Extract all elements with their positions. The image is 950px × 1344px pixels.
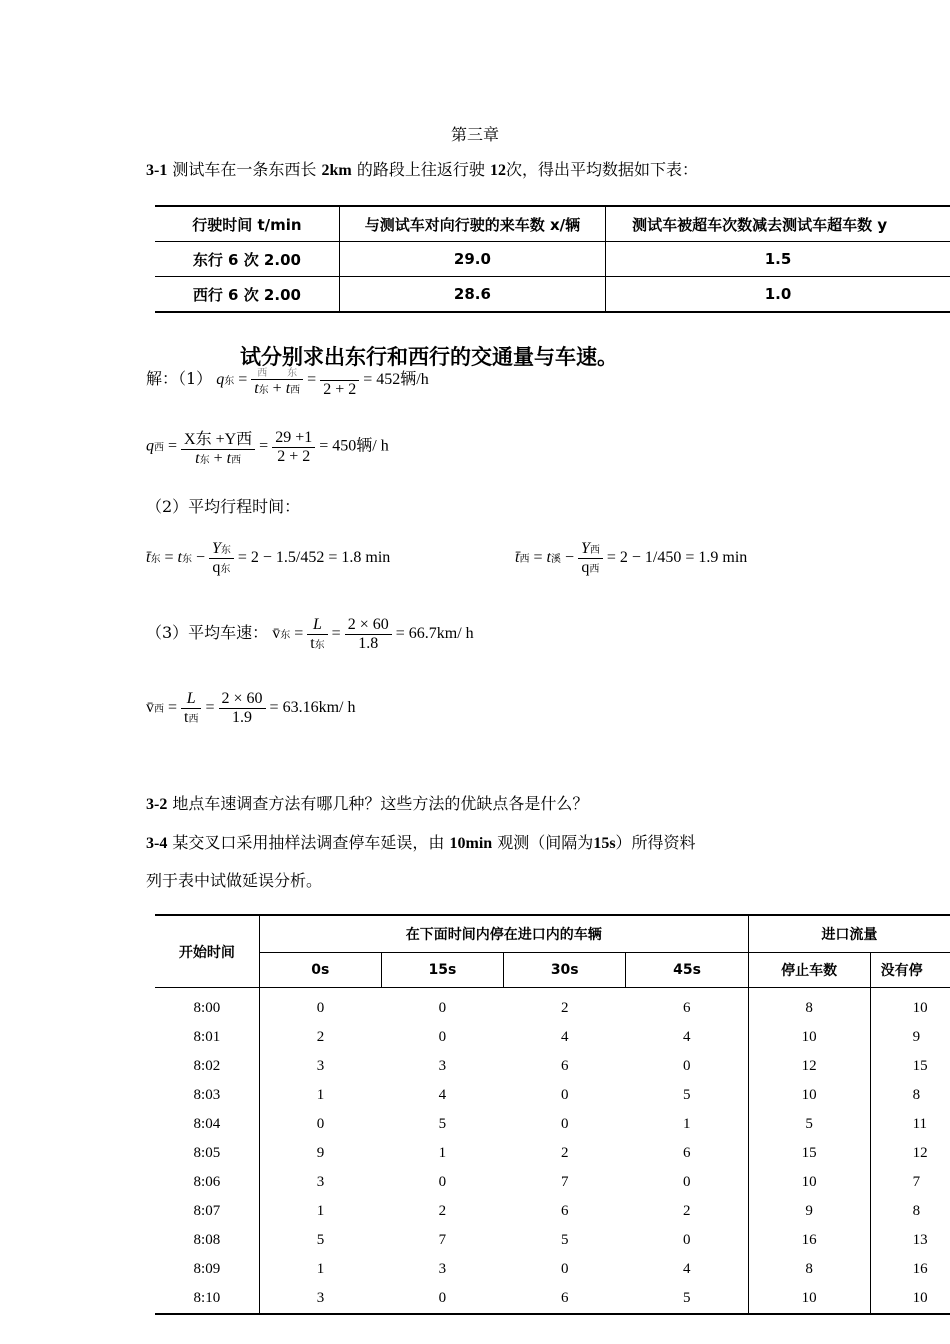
table-row [155, 1052, 950, 1081]
table-cell: 9 [748, 1197, 870, 1226]
table-cell: 28.6 [339, 277, 605, 313]
table-cell: 5 [748, 1110, 870, 1139]
table-cell: 8 [748, 988, 870, 1024]
time-cell: 8:00 [155, 988, 259, 1024]
table-cell: 8 [912, 1087, 921, 1103]
table-cell: 1.5 [606, 242, 950, 277]
table-cell: 7 [912, 1174, 921, 1190]
table-cell: 0 [560, 1116, 569, 1132]
solution-part3: （3）平均车速： v̄东 = $\frac{L}{\text{t东}}$ = $\frac{2 \times 60}{1.8}$ = 66.7km/ h [146, 616, 474, 652]
table-cell: 9 [316, 1145, 325, 1161]
table-cell: 0 [316, 1116, 325, 1132]
table-row [155, 1168, 950, 1197]
table-cell: 7 [560, 1174, 569, 1190]
table-cell: 3 [438, 1058, 447, 1074]
survey-table [155, 205, 950, 313]
table-cell: 2 [438, 1203, 447, 1219]
time-cell: 8:03 [155, 1081, 259, 1110]
table-cell: 7 [438, 1232, 447, 1248]
table-cell: 5 [626, 1081, 748, 1110]
eq-t-west: t̄西 = t溪 − $\frac{\text{Y西}}{\text{q西}}$ = 2 − 1/450 = 1.9 min [515, 540, 748, 576]
table-cell: 东行 6 次 2.00 [155, 242, 339, 277]
table-cell: 1 [316, 1203, 325, 1219]
time-cell: 8:05 [155, 1139, 259, 1168]
solution-part2: （2）平均行程时间： [146, 497, 301, 516]
table-cell: 6 [626, 988, 748, 1024]
table-header: 开始时间 [155, 915, 259, 988]
table-header: 行驶时间 t/min [155, 206, 339, 242]
chapter-title: 第三章 [450, 125, 499, 144]
table-cell: 4 [560, 1029, 569, 1045]
table-cell: 1 [316, 1087, 325, 1103]
table-cell: 10 [912, 1000, 928, 1016]
table-cell: 12 [748, 1052, 870, 1081]
table-cell: 4 [438, 1087, 447, 1103]
question-3-2: 3-2 地点车速调查方法有哪几种？这些方法的优缺点各是什么？ [146, 794, 589, 813]
table-cell: 8 [748, 1255, 870, 1284]
eq-t-east: t̄东 = t东 − $\frac{\text{Y东}}{\text{q东}}$ = 2 − 1.5/452 = 1.8 min [146, 540, 391, 576]
table-cell: 0 [626, 1052, 748, 1081]
table-cell: 1 [316, 1261, 325, 1277]
table-cell: 6 [626, 1139, 748, 1168]
table-cell: 29.0 [339, 242, 605, 277]
table-header: 没有停 [870, 953, 950, 988]
table-header: 30s [504, 953, 626, 988]
table-cell: 16 [748, 1226, 870, 1255]
table-cell: 0 [626, 1168, 748, 1197]
table-cell: 10 [748, 1284, 870, 1314]
table-row [155, 1255, 950, 1284]
table-cell: 0 [438, 1174, 447, 1190]
table-cell: 11 [912, 1116, 928, 1132]
table-cell: 16 [912, 1261, 928, 1277]
table-row [155, 988, 950, 1024]
table-header: 与测试车对向行驶的来车数 x/辆 [339, 206, 605, 242]
table-cell: 0 [560, 1261, 569, 1277]
table-cell: 13 [912, 1232, 928, 1248]
table-header: 0s [259, 953, 381, 988]
table-cell: 10 [748, 1168, 870, 1197]
time-cell: 8:08 [155, 1226, 259, 1255]
table-row [155, 1023, 950, 1052]
table-cell: 3 [259, 1284, 381, 1314]
table-cell: 2 [560, 1145, 569, 1161]
time-cell: 8:01 [155, 1023, 259, 1052]
time-cell: 8:06 [155, 1168, 259, 1197]
table-cell: 3 [438, 1261, 447, 1277]
table-cell: 15 [912, 1058, 928, 1074]
table-cell: 15 [748, 1139, 870, 1168]
table-cell: 6 [560, 1203, 569, 1219]
table-cell: 西行 6 次 2.00 [155, 277, 339, 313]
time-cell: 8:02 [155, 1052, 259, 1081]
table-cell: 10 [748, 1081, 870, 1110]
table-row [155, 1139, 950, 1168]
table-cell: 3 [316, 1174, 325, 1190]
table-header: 15s [381, 953, 503, 988]
table-cell: 0 [560, 1087, 569, 1103]
table-header: 停止车数 [748, 953, 870, 988]
time-cell: 8:07 [155, 1197, 259, 1226]
table-cell: 5 [626, 1284, 748, 1314]
time-cell: 8:10 [155, 1284, 259, 1314]
table-cell: 0 [438, 1000, 447, 1016]
solution-part1: 解：（1） q东 = $\frac{\text{西 东}}{\text{t东 + t西}}$ = 2 + 2 = 452辆/h [146, 362, 429, 399]
table-cell: 4 [626, 1255, 748, 1284]
table-cell: 0 [438, 1029, 447, 1045]
table-cell: 4 [626, 1023, 748, 1052]
table-cell: 5 [316, 1232, 325, 1248]
table-row [155, 1197, 950, 1226]
table-cell: 3 [316, 1058, 325, 1074]
table-cell: 0 [626, 1226, 748, 1255]
table-header: 45s [626, 953, 748, 988]
question-number: 3-1 [146, 162, 168, 179]
table-cell: 0 [316, 1000, 325, 1016]
table-cell: 2 [316, 1029, 325, 1045]
question-3-4: 3-4 某交叉口采用抽样法调查停车延误，由 10min 观测（间隔为15s）所得资料 [146, 833, 696, 852]
table-row [155, 1110, 950, 1139]
table-cell: 5 [438, 1116, 447, 1132]
delay-table [155, 914, 950, 1315]
table-cell: 0 [381, 1284, 503, 1314]
question-3-4-line2: 列于表中试做延误分析。 [146, 871, 323, 890]
table-cell: 2 [626, 1197, 748, 1226]
table-cell: 9 [912, 1029, 921, 1045]
table-cell: 6 [560, 1058, 569, 1074]
table-cell: 12 [912, 1145, 928, 1161]
solution-eq2: q西 = $\frac{\text{X东 +Y西}}{\text{t东 + t西}}$ = $\frac{29 +1}{2 + 2}$ = 450辆/ h [146, 426, 389, 468]
table-cell: 6 [504, 1284, 626, 1314]
table-cell: 1 [626, 1110, 748, 1139]
table-row [155, 1081, 950, 1110]
table-row [155, 1226, 950, 1255]
table-cell: 8 [912, 1203, 921, 1219]
time-cell: 8:04 [155, 1110, 259, 1139]
table-cell: 1 [438, 1145, 447, 1161]
table-header: 在下面时间内停在进口内的车辆 [259, 915, 748, 953]
table-cell: 10 [748, 1023, 870, 1052]
table-header: 进口流量 [748, 915, 950, 953]
eq-v-west: v̄西 = $\frac{L}{\text{t西}}$ = $\frac{2 \times 60}{1.9}$ = 63.16km/ h [146, 690, 356, 726]
table-cell: 5 [560, 1232, 569, 1248]
question-prompt-overlay: 试分别求出东行和西行的交通量与车速。 [240, 345, 618, 369]
table-row [155, 1284, 950, 1314]
table-cell: 2 [560, 1000, 569, 1016]
time-cell: 8:09 [155, 1255, 259, 1284]
question-3-1: 3-1 测试车在一条东西长 2km 的路段上往返行驶 12次，得出平均数据如下表： [146, 160, 698, 179]
table-cell: 1.0 [606, 277, 950, 313]
table-cell: 10 [870, 1284, 950, 1314]
table-header: 测试车被超车次数减去测试车超车数 y [606, 206, 950, 242]
